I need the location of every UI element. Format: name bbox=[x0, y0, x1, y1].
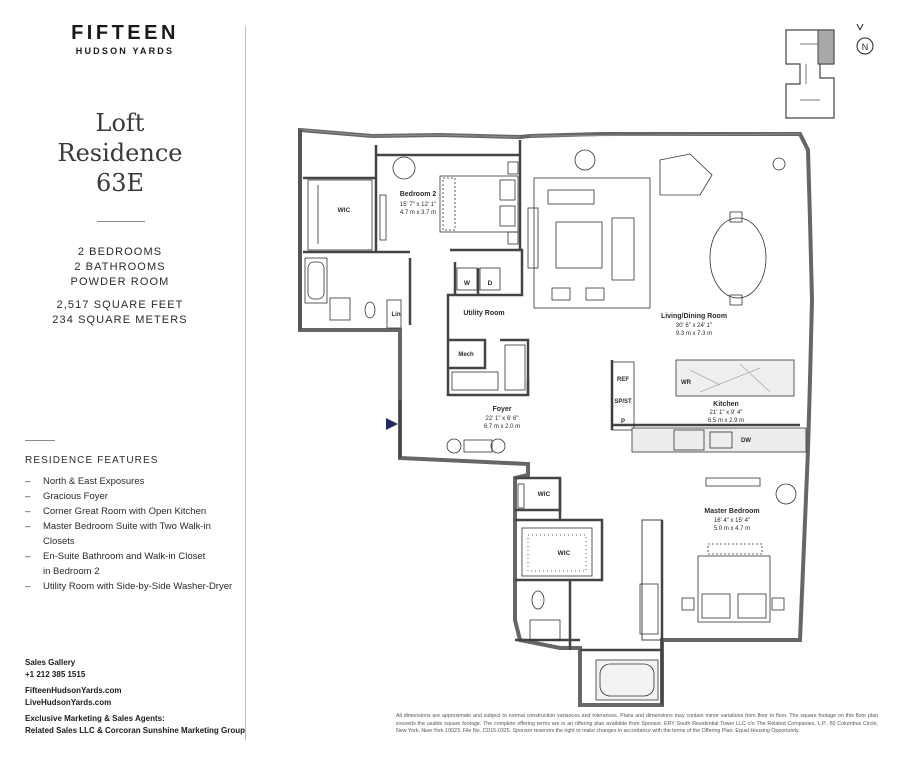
label-master-m: 5.0 m x 4.7 m bbox=[713, 526, 751, 532]
label-foyer-m: 6.7 m x 2.0 m bbox=[483, 424, 521, 430]
residence-title-line3: 63E bbox=[95, 169, 145, 197]
label-ref: REF bbox=[617, 377, 629, 383]
features-heading: RESIDENCE FEATURES bbox=[25, 455, 159, 466]
spec-bathrooms: 2 BATHROOMS bbox=[74, 261, 166, 273]
sales-gallery-label: Sales Gallery bbox=[25, 658, 76, 667]
feature-item: – North & East Exposures bbox=[25, 474, 240, 489]
spec-powder-room: POWDER ROOM bbox=[70, 276, 170, 288]
label-dryer: D bbox=[487, 280, 493, 287]
north-compass-icon bbox=[857, 24, 873, 54]
label-wic-bedroom2: WIC bbox=[337, 207, 351, 214]
label-mech: Mech bbox=[458, 352, 474, 358]
website-link-1[interactable]: FifteenHudsonYards.com bbox=[25, 686, 122, 695]
label-bedroom2-ft: 15' 7" x 12' 1" bbox=[399, 202, 437, 208]
label-pantry: P bbox=[620, 419, 626, 425]
key-plan-icon bbox=[786, 30, 834, 118]
legal-disclaimer: All dimensions are approximate and subject to normal construction variances and tolerances. Plans and dimensions may contain minor variations from floor to floor. The square footage on this floor plan exceeds the usable square footage. The complete offering terms are in an offering plan available from Sponsor, ERY South Residential Tower LLC c/o The Related Companies, L.P., 60 Columbus Circle, New York, New York 10023. File No. CD15-0325. Sponsor reserves the right to make changes in accordance with the terms of the Offering Plan. Equal Housing Opportunity. bbox=[396, 713, 878, 735]
feature-item: – Master Bedroom Suite with Two Walk-in Closets bbox=[25, 519, 240, 549]
label-foyer-ft: 22' 1" x 6' 6" bbox=[485, 416, 519, 422]
label-wic-master-1: WIC bbox=[537, 491, 551, 498]
label-kitchen: Kitchen bbox=[713, 401, 739, 408]
label-bedroom2: Bedroom 2 bbox=[399, 191, 437, 198]
entry-arrow-icon bbox=[386, 418, 398, 430]
label-master-bedroom: Master Bedroom bbox=[704, 508, 760, 515]
website-link-2[interactable]: LiveHudsonYards.com bbox=[25, 697, 112, 707]
feature-item-continued: in Bedroom 2 bbox=[43, 566, 100, 577]
label-wic-master-2: WIC bbox=[557, 550, 571, 557]
label-spst: SP/ST bbox=[614, 399, 632, 405]
label-washer: W bbox=[463, 280, 471, 287]
residence-title-line1: Loft bbox=[95, 109, 145, 137]
agents-names: Related Sales LLC & Corcoran Sunshine Marketing Group bbox=[25, 725, 246, 735]
living-furniture bbox=[528, 150, 785, 308]
feature-item: – Corner Great Room with Open Kitchen bbox=[25, 504, 240, 519]
spec-bedrooms: 2 BEDROOMS bbox=[77, 246, 163, 258]
label-foyer: Foyer bbox=[492, 406, 512, 413]
label-bedroom2-m: 4.7 m x 3.7 m bbox=[399, 210, 437, 216]
feature-item: – Utility Room with Side-by-Side Washer-Dryer bbox=[25, 579, 240, 594]
bath2-fixtures bbox=[305, 258, 401, 328]
label-kitchen-m: 6.5 m x 2.9 m bbox=[707, 418, 745, 424]
spec-square-feet: 2,517 SQUARE FEET bbox=[56, 299, 184, 311]
compass-label: N bbox=[861, 42, 869, 52]
brand-name: FIFTEEN bbox=[71, 22, 179, 44]
label-living-dining: Living/Dining Room bbox=[660, 313, 728, 320]
agents-label: Exclusive Marketing & Sales Agents: bbox=[25, 714, 165, 723]
label-living-ft: 30' 6" x 24' 1" bbox=[675, 323, 713, 329]
feature-item: – En-Suite Bathroom and Walk-in Closet bbox=[25, 549, 240, 564]
label-dishwasher: DW bbox=[741, 438, 751, 444]
residence-title-line2: Residence bbox=[57, 139, 183, 167]
label-linen: Lin bbox=[391, 312, 401, 318]
spec-square-meters: 234 SQUARE METERS bbox=[52, 314, 188, 326]
kitchen-fixtures bbox=[612, 360, 806, 452]
label-wr: WR bbox=[681, 380, 691, 386]
brand-subtitle: HUDSON YARDS bbox=[75, 46, 175, 56]
sales-phone[interactable]: +1 212 385 1515 bbox=[25, 669, 86, 679]
label-utility-room: Utility Room bbox=[463, 310, 505, 317]
label-living-m: 9.3 m x 7.3 m bbox=[675, 331, 713, 337]
label-kitchen-ft: 21' 1" x 9' 4" bbox=[709, 410, 743, 416]
feature-item: – Gracious Foyer bbox=[25, 489, 240, 504]
label-master-ft: 16' 4" x 15' 4" bbox=[713, 518, 751, 524]
